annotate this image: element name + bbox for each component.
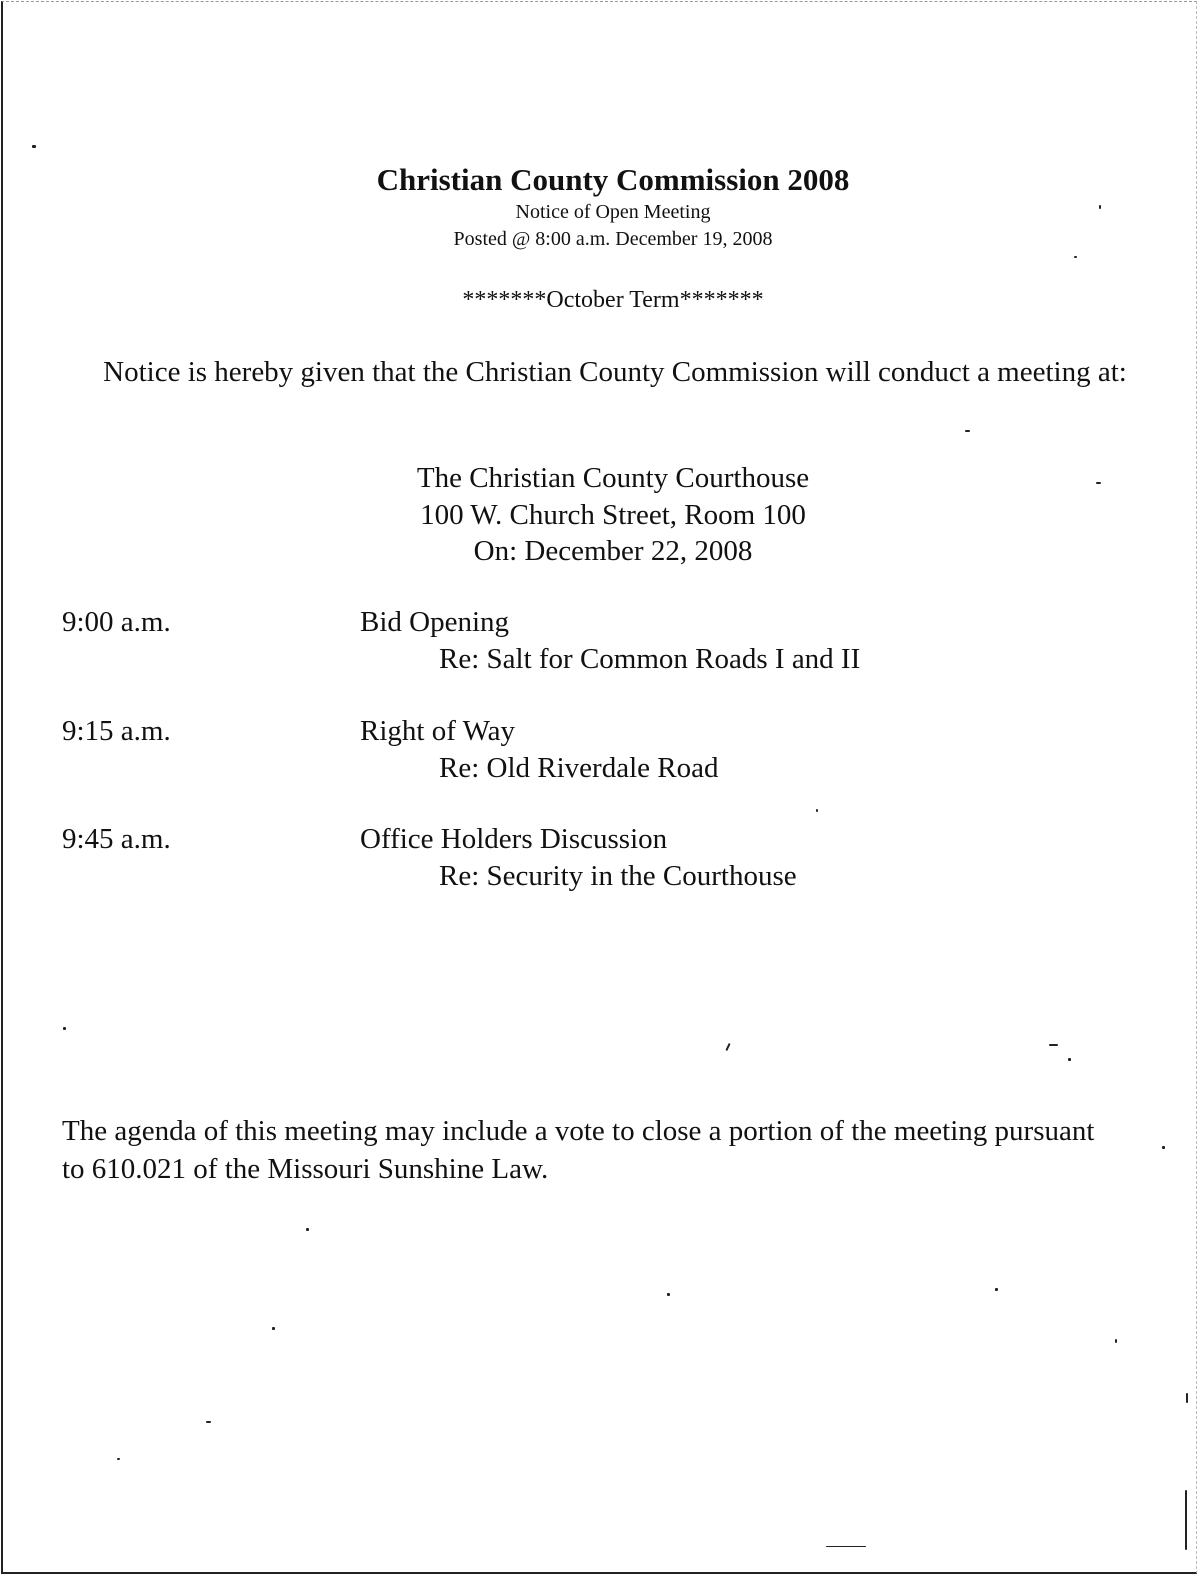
agenda-title: Bid Opening bbox=[360, 606, 510, 638]
location-venue: The Christian County Courthouse bbox=[416, 462, 810, 494]
posted-date: Posted @ 8:00 a.m. December 19, 2008 bbox=[453, 228, 773, 250]
term-heading: *******October Term******* bbox=[462, 287, 764, 313]
scan-speck bbox=[306, 1228, 309, 1231]
location-address: 100 W. Church Street, Room 100 bbox=[420, 499, 806, 531]
agenda-re: Re: Old Riverdale Road bbox=[439, 752, 719, 784]
sunshine-law-note: The agenda of this meeting may include a vote to close a portion of the meeting pursuant to 610.021 of the Missouri Sunshine Law. bbox=[62, 1115, 1095, 1185]
scan-speck bbox=[1099, 205, 1101, 209]
agenda-re: Re: Security in the Courthouse bbox=[439, 860, 797, 892]
agenda-time: 9:00 a.m. bbox=[62, 606, 171, 638]
scan-speck bbox=[667, 1293, 670, 1296]
scan-speck bbox=[1049, 1044, 1058, 1046]
meeting-date: On: December 22, 2008 bbox=[473, 535, 753, 567]
scan-speck bbox=[206, 1421, 211, 1423]
scan-speck bbox=[1115, 1339, 1117, 1343]
scan-speck bbox=[1162, 1146, 1165, 1149]
agenda-re: Re: Salt for Common Roads I and II bbox=[439, 643, 861, 675]
notice-paragraph: Notice is hereby given that the Christian County Commission will conduct a meeting at: bbox=[103, 356, 1127, 388]
agenda-title: Right of Way bbox=[360, 715, 516, 747]
agenda-time: 9:45 a.m. bbox=[62, 823, 171, 855]
scan-speck bbox=[1186, 1393, 1188, 1403]
document-title: Christian County Commission 2008 bbox=[376, 162, 850, 197]
scan-speck bbox=[826, 1546, 866, 1547]
scan-speck bbox=[995, 1288, 998, 1291]
scan-speck bbox=[272, 1327, 275, 1330]
document-subtitle: Notice of Open Meeting bbox=[515, 201, 711, 223]
scan-speck bbox=[965, 430, 970, 432]
scan-speck bbox=[1068, 1058, 1071, 1061]
scan-speck bbox=[1096, 482, 1101, 484]
scan-speck bbox=[1074, 256, 1077, 258]
scan-speck bbox=[1185, 1490, 1187, 1550]
agenda-title: Office Holders Discussion bbox=[360, 823, 668, 855]
agenda-time: 9:15 a.m. bbox=[62, 715, 171, 747]
scan-speck bbox=[32, 145, 36, 148]
scan-speck bbox=[117, 1458, 120, 1460]
scan-speck bbox=[63, 1027, 66, 1030]
scan-speck bbox=[816, 809, 818, 812]
